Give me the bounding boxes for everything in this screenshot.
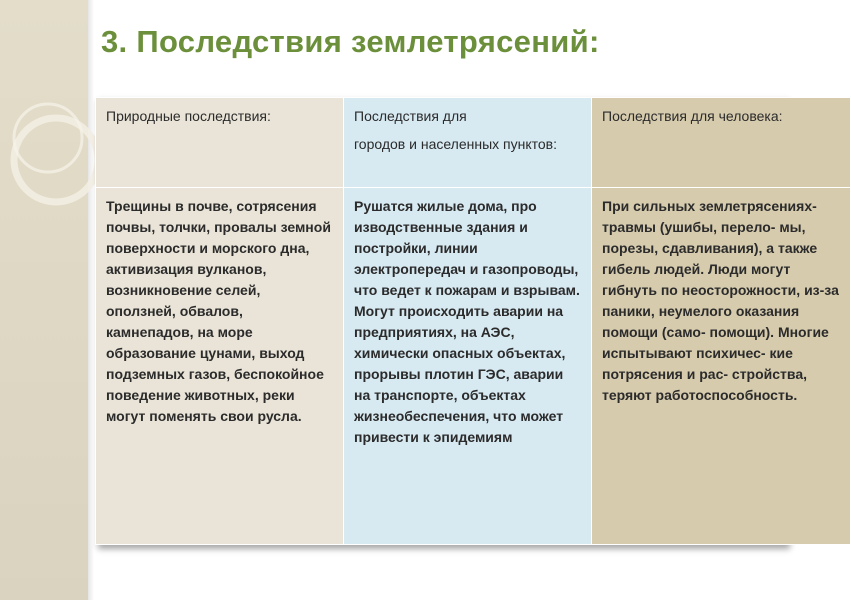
cell-cities: Рушатся жилые дома, про изводственные здания и постройки, линии электропередач и газопроводы, что ведет к пожарам и взрывам. Могут происходить аварии на предприятиях, на АЭС, химически опасных объектах, прорывы плотин ГЭС, аварии на транспорте, объектах жизнеобеспечения, что может привести к эпидемиям [344, 188, 592, 545]
header-cities-line2: городов и населенных пунктов: [354, 136, 558, 152]
slide-title: 3. Последствия землетрясений: [101, 24, 600, 59]
header-cities [344, 98, 592, 188]
table-header-row [96, 98, 851, 188]
header-cities-line1: Последствия для [354, 108, 467, 124]
cell-human: При сильных землетрясениях- травмы (ушибы, перело- мы, порезы, сдавливания), а также гибель людей. Люди могут гибнуть по неосторожности, из-за паники, неумелого оказания помощи (само- помощи). Многие испытывают психичес- кие потрясения и рас- стройства, теряют работоспособность. [592, 188, 851, 545]
header-natural: Природные последствия: [96, 98, 344, 188]
table-row [96, 188, 851, 545]
consequences-table [95, 97, 839, 545]
header-human: Последствия для человека: [592, 98, 851, 188]
cell-natural: Трещины в почве, сотрясения почвы, толчки, провалы земной поверхности и морского дна, активизация вулканов, возникновение селей, оползней, обвалов, камнепадов, на море образование цунами, выход подземных газов, беспокойное поведение животных, реки могут поменять свои русла. [96, 188, 344, 545]
